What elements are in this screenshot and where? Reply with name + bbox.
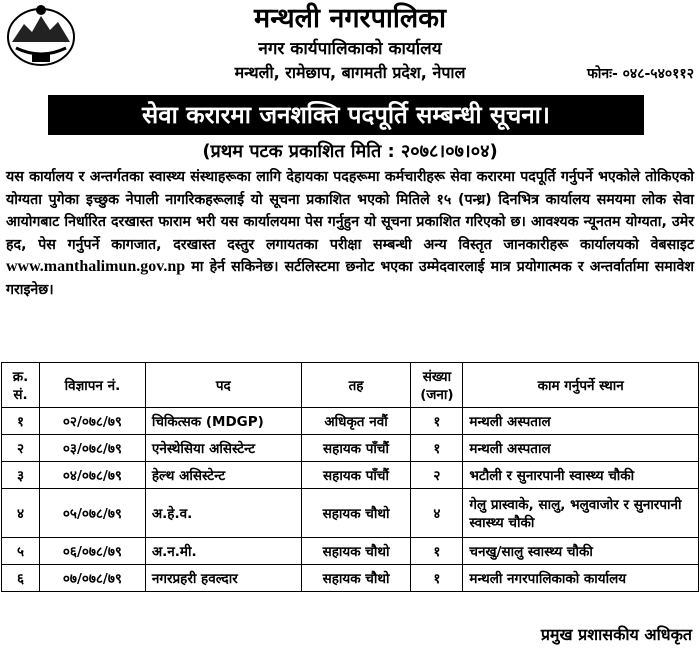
vacancy-table <box>1 362 699 592</box>
cell-level: सहायक चौथो <box>301 489 411 538</box>
table-row <box>2 538 699 565</box>
header-post: पद <box>145 363 301 408</box>
table-row <box>2 435 699 462</box>
phone-number: फोनः- ०४८-५४०११२ <box>586 66 694 82</box>
table-row <box>2 489 699 538</box>
publication-date: (प्रथम पटक प्रकाशित मिति : २०७८।०७।०४) <box>202 141 498 162</box>
cell-post: चिकित्सक (MDGP) <box>145 408 301 435</box>
cell-count: १ <box>411 565 463 592</box>
cell-ad-no: ०३/०७८/७९ <box>39 435 145 462</box>
cell-count: २ <box>411 462 463 489</box>
cell-location: मन्थली अस्पताल <box>463 435 699 462</box>
cell-location: मन्थली अस्पताल <box>463 408 699 435</box>
table-row <box>2 408 699 435</box>
notice-title: सेवा करारमा जनशक्ति पदपूर्ति सम्बन्धी सूचना। <box>48 95 644 135</box>
cell-post: हेल्थ असिस्टेन्ट <box>145 462 301 489</box>
org-name: मन्थली नगरपालिका <box>254 3 446 34</box>
cell-level: सहायक चौथो <box>301 565 411 592</box>
cell-sn: २ <box>2 435 40 462</box>
table-row <box>2 565 699 592</box>
cell-ad-no: ०४/०७८/७९ <box>39 462 145 489</box>
header-location: काम गर्नुपर्ने स्थान <box>463 363 699 408</box>
cell-sn: ३ <box>2 462 40 489</box>
header-count: संख्या (जना) <box>411 363 463 408</box>
header-level: तह <box>301 363 411 408</box>
header-sn: क्र. सं. <box>2 363 40 408</box>
office-name: नगर कार्यपालिकाको कार्यालय <box>258 39 442 59</box>
cell-level: सहायक पाँचौं <box>301 462 411 489</box>
cell-ad-no: ०५/०७८/७९ <box>39 489 145 538</box>
cell-location: चनखु/सालु स्वास्थ्य चौकी <box>463 538 699 565</box>
cell-ad-no: ०२/०७८/७९ <box>39 408 145 435</box>
cell-ad-no: ०७/०७८/७९ <box>39 565 145 592</box>
cell-count: १ <box>411 538 463 565</box>
header-ad-no: विज्ञापन नं. <box>39 363 145 408</box>
cell-level: सहायक पाँचौं <box>301 435 411 462</box>
cell-count: १ <box>411 408 463 435</box>
cell-level: सहायक चौथो <box>301 538 411 565</box>
table-header-row <box>2 363 699 408</box>
cell-sn: ५ <box>2 538 40 565</box>
cell-level: अधिकृत नवौं <box>301 408 411 435</box>
cell-count: १ <box>411 435 463 462</box>
cell-count: ४ <box>411 489 463 538</box>
notice-body-part2: मा हेर्न सकिनेछ। सर्टलिस्टमा छनोट भएका उम्मेदवारलाई मात्र प्रयोगात्मक र अन्तर्वार्तामा समावेश गराइनेछ। <box>6 259 694 298</box>
cell-location: गेलु प्रास्वाके, सालु, भलुवाजोर र सुनारपानी स्वास्थ्य चौकी <box>463 489 699 538</box>
cell-ad-no: ०६/०७८/७९ <box>39 538 145 565</box>
cell-post: नगरप्रहरी हवल्दार <box>145 565 301 592</box>
cell-sn: १ <box>2 408 40 435</box>
cell-post: एनेस्थेसिया असिस्टेन्ट <box>145 435 301 462</box>
signature-title: प्रमुख प्रशासकीय अधिकृत <box>540 625 692 644</box>
cell-sn: ४ <box>2 489 40 538</box>
office-address: मन्थली, रामेछाप, बागमती प्रदेश, नेपाल <box>234 63 466 82</box>
website-link[interactable]: www.manthalimun.gov.np <box>6 258 186 276</box>
letterhead <box>0 0 700 92</box>
cell-post: अ.हे.व. <box>145 489 301 538</box>
cell-location: भटौली र सुनारपानी स्वास्थ्य चौकी <box>463 462 699 489</box>
table-row <box>2 462 699 489</box>
notice-body <box>6 166 694 302</box>
cell-sn: ६ <box>2 565 40 592</box>
cell-post: अ.न.मी. <box>145 538 301 565</box>
cell-location: मन्थली नगरपालिकाको कार्यालय <box>463 565 699 592</box>
notice-body-part1: यस कार्यालय र अन्तर्गतका स्वास्थ्य संस्थाहरूका लागि देहायका पदहरूमा कर्मचारीहरू सेवा करारमा पदपूर्ति गर्नुपर्ने भएकोले तोकिएको योग्यता पुगेका इच्छुक नेपाली नागरिकहरूलाई यो सूचना प्रकाशित भएको मितिले १५ (पन्ध्र) दिनभित्र कार्यालय समयमा लोक सेवा आयोगबाट निर्धारित दरखास्त फाराम भरी यस कार्यालयमा पेस गर्नुहुन यो सूचना प्रकाशित गरिएको छ। आवश्यक न्यूनतम योग्यता, उमेर हद, पेस गर्नुपर्ने कागजात, दरखास्त दस्तुर लगायतका परीक्षा सम्बन्धी अन्य विस्तृत जानकारीहरू कार्यालयको वेबसाइट <box>6 169 694 253</box>
